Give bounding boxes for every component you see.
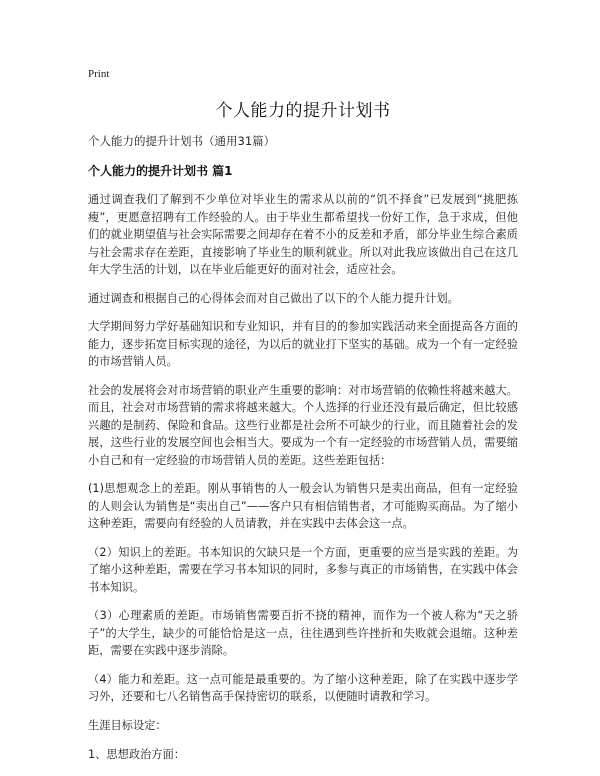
- paragraph-gap-ability: （4）能力和差距。这一点可能是最重要的。为了缩小这种差距，除了在实践中逐步学习外，还要和七八名销售高手保持密切的联系，以便随时请教和学习。: [88, 672, 518, 703]
- document-subtitle: 个人能力的提升计划书（通用31篇）: [88, 134, 276, 148]
- paragraph-plan-basis: 通过调查和根据自己的心得体会而对自己做出了以下的个人能力提升计划。: [88, 291, 459, 305]
- paragraph-social-development: 社会的发展将会对市场营销的职业产生重要的影响：对市场营销的依赖性将越来越大。而且，社会对市场营销的需求将越来越大。个人选择的行业还没有最后确定，但比较感兴趣的是制药、保险和食品。这些行业都是社会所不可缺少的行业，而且随着社会的发展，这些行业的发展空间也会相当大。要成为一个有一定经验的市场营销人员，需要缩小自己和有一定经验的市场营销人员的差距。这些差距包括：: [88, 383, 518, 467]
- section-heading: 个人能力的提升计划书 篇1: [88, 164, 233, 178]
- paragraph-intro: 通过调查我们了解到不少单位对毕业生的需求从以前的“饥不择食”已发展到“挑肥拣瘦”，更愿意招聘有工作经验的人。由于毕业生都希望找一份好工作，急于求成，但他们的就业期望值与社会实际需要之间却存在着不小的反差和矛盾，部分毕业生综合素质与社会需求存在差距，直接影响了毕业生的顺利就业。所以对此我应该做出自己在这几年大学生活的计划，以在毕业后能更好的面对社会，适应社会。: [88, 193, 518, 276]
- paragraph-gap-psychology: （3）心理素质的差距。市场销售需要百折不挠的精神，而作为一个被人称为“天之骄子”的大学生，缺少的可能恰恰是这一点，往往遇到些许挫折和失败就会退缩。这种差距，需要在实践中逐步消除。: [88, 609, 518, 657]
- paragraph-gap-thinking: (1)思想观念上的差距。刚从事销售的人一般会认为销售只是卖出商品，但有一定经验的人则会认为销售是“卖出自己”——客户只有相信销售者，才可能购买商品。为了缩小这种差距，需要向有经验的人员请教，并在实践中去体会这一点。: [88, 482, 518, 530]
- paragraph-university-goal: 大学期间努力学好基础知识和专业知识，并有目的的参加实践活动来全面提高各方面的能力，逐步拓宽目标实现的途径，为以后的就业打下坚实的基础。成为一个有一定经验的市场营销人员。: [88, 320, 518, 368]
- paragraph-career-goals: 生涯目标设定：: [88, 718, 167, 732]
- paragraph-political-aspect: 1、思想政治方面：: [88, 748, 186, 761]
- document-title: 个人能力的提升计划书: [215, 101, 391, 121]
- paragraph-gap-knowledge: （2）知识上的差距。书本知识的欠缺只是一个方面，更重要的应当是实践的差距。为了缩小这种差距，需要在学习书本知识的同时，多参与真正的市场销售，在实践中体会书本知识。: [88, 545, 518, 594]
- print-label[interactable]: Print: [88, 68, 110, 80]
- document-page: [88, 68, 518, 775]
